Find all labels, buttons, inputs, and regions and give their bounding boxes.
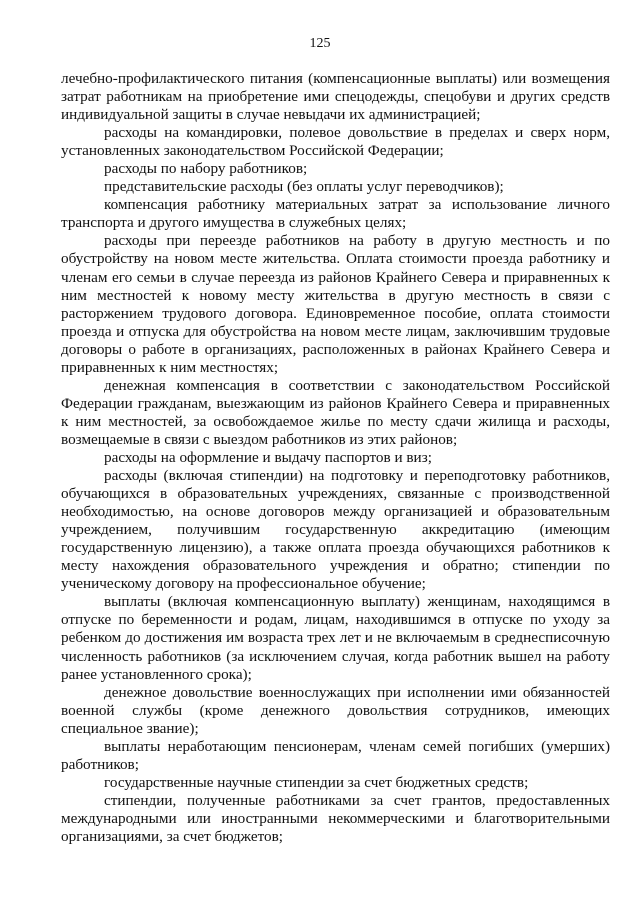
paragraph: расходы по набору работников; [104, 160, 308, 178]
paragraph: выплаты (включая компенсационную выплату) женщинам, находящимся в отпуске по беременности и родам, лицам, находившимся в отпуске по уходу за ребенком до достижения им возраста трех лет и не включаемым в среднесписочную численность работников (за исключением случая, когда работник вышел на работу ранее установленного срока); [61, 593, 610, 683]
paragraph: выплаты неработающим пенсионерам, членам семей погибших (умерших) работников; [61, 737, 610, 773]
paragraph: компенсация работнику материальных затрат за использование личного транспорта и другого имущества в служебных целях; [61, 196, 610, 232]
paragraph: государственные научные стипендии за счет бюджетных средств; [104, 773, 529, 791]
paragraph: денежная компенсация в соответствии с законодательством Российской Федерации гражданам, выезжающим из районов Крайнего Севера и приравненных к ним местностей, за освобождаемое жилье по месту сдачи жилища и расходы, возмещаемые в связи с выездом работников из этих районов; [61, 376, 610, 448]
paragraph: расходы на оформление и выдачу паспортов и виз; [104, 448, 432, 466]
paragraph: стипендии, полученные работниками за счет грантов, предоставленных международными или иностранными некоммерческими и благотворительными организациями, за счет бюджетов; [61, 791, 610, 845]
paragraph: денежное довольствие военнослужащих при исполнении ими обязанностей военной службы (кроме денежного довольствия сотрудников, имеющих специальное звание); [61, 683, 610, 737]
document-body [61, 70, 610, 846]
page-number: 125 [309, 36, 331, 51]
paragraph: представительские расходы (без оплаты услуг переводчиков); [104, 178, 504, 196]
paragraph: расходы (включая стипендии) на подготовку и переподготовку работников, обучающихся в образовательных учреждениях, связанные с производственной необходимостью, на основе договоров между организацией и образовательным учреждением, получившим государственную аккредитацию (имеющим государственную лицензию), а также оплата проезда обучающихся работников к месту нахождения образовательного учреждения и обратно; стипендии по ученическому договору на профессиональное обучение; [61, 467, 610, 593]
paragraph-continued: лечебно-профилактического питания (компенсационные выплаты) или возмещения затрат работникам на приобретение ими спецодежды, спецобуви и других средств индивидуальной защиты в случае невыдачи их администрацией; [61, 70, 610, 124]
paragraph: расходы на командировки, полевое довольствие в пределах и сверх норм, установленных законодательством Российской Федерации; [61, 124, 610, 160]
paragraph: расходы при переезде работников на работу в другую местность и по обустройству на новом месте жительства. Оплата стоимости проезда работнику и членам его семьи в случае переезда из районов Крайнего Севера и приравненных к ним местностей к новому месту жительства в другую местность в связи с расторжением трудового договора. Единовременное пособие, оплата стоимости проезда и отпуска для обустройства на новом месте лицам, заключившим трудовые договоры о работе в организациях, расположенных в районах Крайнего Севера и приравненных к ним местностях; [61, 232, 610, 376]
